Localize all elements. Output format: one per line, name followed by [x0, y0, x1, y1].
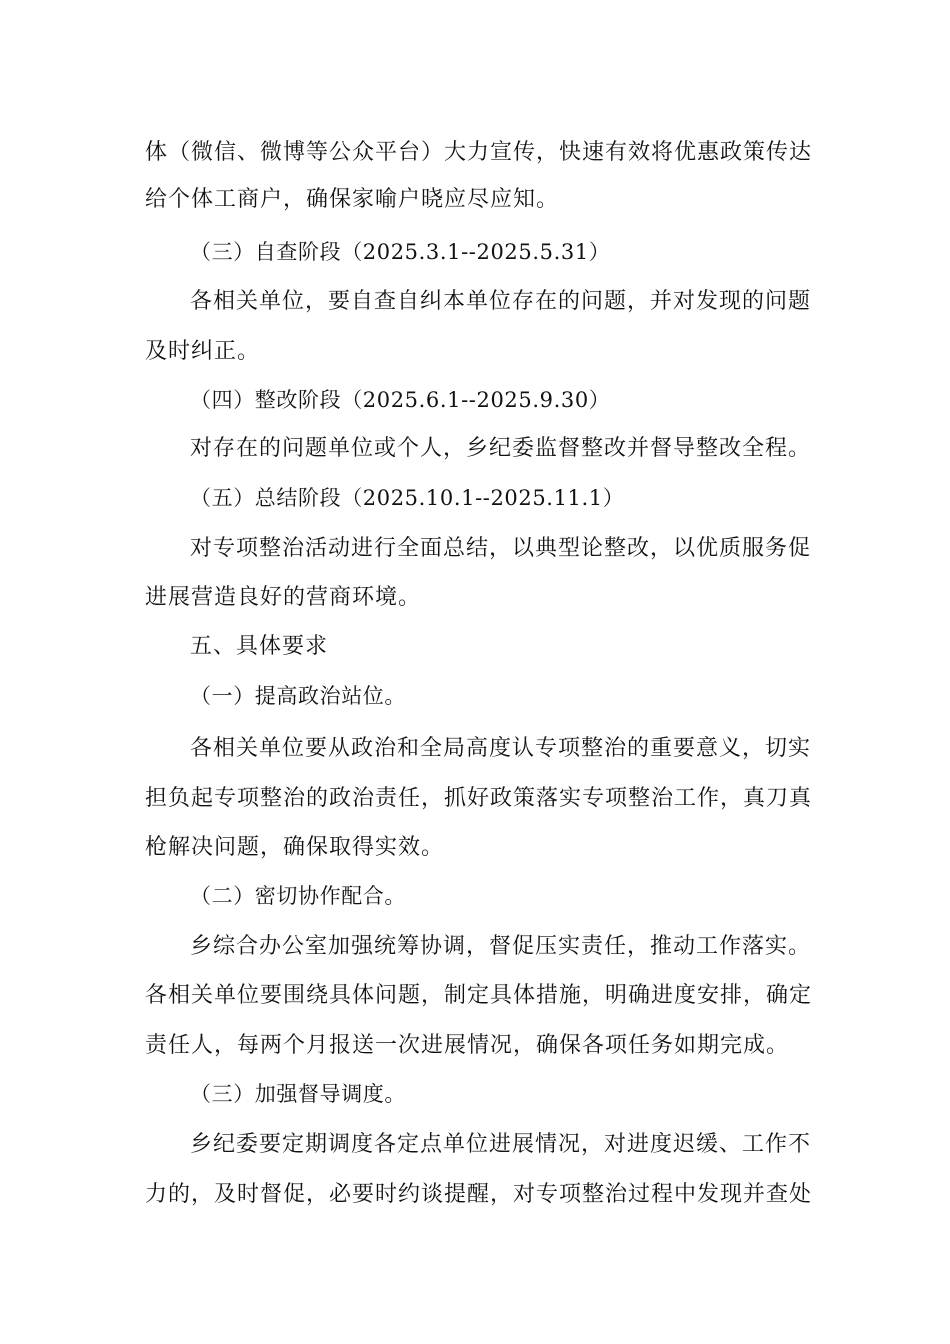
- paragraph-line: 各相关单位，要自查自纠本单位存在的问题，并对发现的问题: [190, 289, 812, 314]
- section-heading: （三）自查阶段（2025.3.1--2025.5.31）: [190, 240, 611, 264]
- paragraph-line: 乡综合办公室加强统筹协调，督促压实责任，推动工作落实。: [190, 934, 812, 959]
- section-heading: （二）密切协作配合。: [190, 884, 406, 908]
- section-heading: 五、具体要求: [190, 634, 329, 659]
- paragraph-line: 及时纠正。: [145, 339, 261, 364]
- section-heading: （一）提高政治站位。: [190, 684, 406, 708]
- paragraph-line: 给个体工商户，确保家喻户晓应尽应知。: [145, 187, 560, 212]
- paragraph-line: 责任人，每两个月报送一次进展情况，确保各项任务如期完成。: [145, 1033, 790, 1058]
- section-heading: （三）加强督导调度。: [190, 1082, 406, 1106]
- paragraph-line: 各相关单位要围绕具体问题，制定具体措施，明确进度安排，确定: [145, 983, 813, 1008]
- paragraph-line: 枪解决问题，确保取得实效。: [145, 835, 445, 860]
- paragraph-line: 力的，及时督促，必要时约谈提醒，对专项整治过程中发现并查处: [145, 1182, 813, 1207]
- paragraph-line: 进展营造良好的营商环境。: [145, 585, 422, 610]
- section-heading: （五）总结阶段（2025.10.1--2025.11.1）: [190, 486, 625, 510]
- paragraph-line: 各相关单位要从政治和全局高度认专项整治的重要意义，切实: [190, 736, 812, 761]
- paragraph-line: 对存在的问题单位或个人，乡纪委监督整改并督导整改全程。: [190, 436, 812, 461]
- paragraph-line: 对专项整治活动进行全面总结，以典型论整改，以优质服务促: [190, 536, 812, 561]
- paragraph-line: 乡纪委要定期调度各定点单位进展情况，对进度迟缓、工作不: [190, 1132, 812, 1157]
- section-heading: （四）整改阶段（2025.6.1--2025.9.30）: [190, 388, 611, 412]
- paragraph-line: 体（微信、微博等公众平台）大力宣传，快速有效将优惠政策传达: [145, 140, 813, 165]
- paragraph-line: 担负起专项整治的政治责任，抓好政策落实专项整治工作，真刀真: [145, 786, 813, 811]
